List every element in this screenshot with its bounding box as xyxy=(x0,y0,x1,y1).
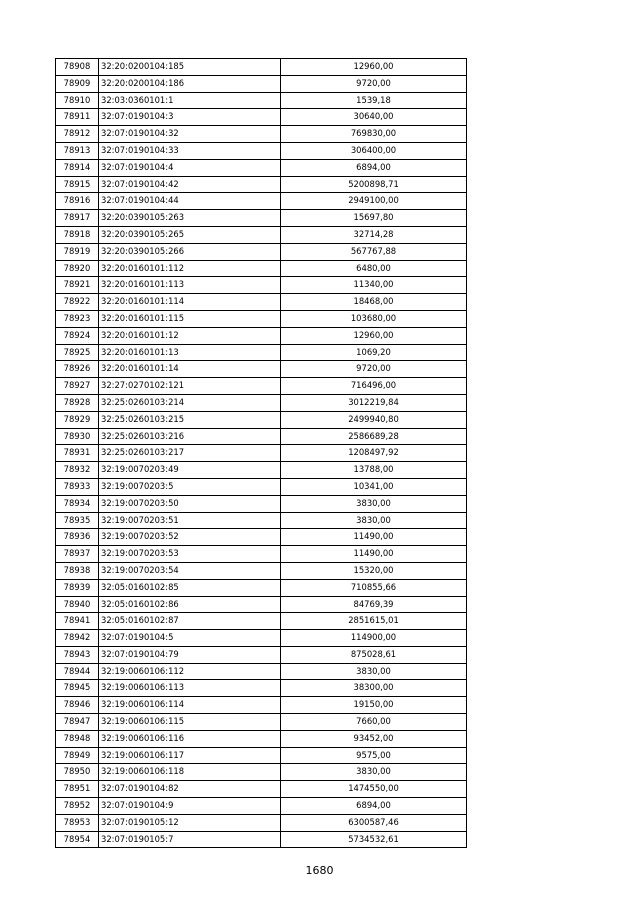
table-row xyxy=(56,680,467,697)
cadastral-number-cell: 32:27:0270102:121 xyxy=(99,378,281,395)
cadastral-number-cell: 32:07:0190105:12 xyxy=(99,814,281,831)
cadastral-value-cell: 10341,00 xyxy=(281,478,467,495)
table-row xyxy=(56,613,467,630)
cadastral-number-cell: 32:19:0070203:54 xyxy=(99,562,281,579)
row-number-cell: 78934 xyxy=(56,495,99,512)
cadastral-number-cell: 32:03:0360101:1 xyxy=(99,92,281,109)
cadastral-number-cell: 32:19:0060106:112 xyxy=(99,663,281,680)
table-row xyxy=(56,310,467,327)
row-number-cell: 78928 xyxy=(56,394,99,411)
row-number-cell: 78929 xyxy=(56,411,99,428)
table-row xyxy=(56,210,467,227)
row-number-cell: 78948 xyxy=(56,730,99,747)
cadastral-number-cell: 32:20:0200104:185 xyxy=(99,59,281,76)
table-row xyxy=(56,445,467,462)
cadastral-value-cell: 3830,00 xyxy=(281,764,467,781)
table-row xyxy=(56,512,467,529)
row-number-cell: 78922 xyxy=(56,294,99,311)
cadastral-value-cell: 114900,00 xyxy=(281,630,467,647)
row-number-cell: 78915 xyxy=(56,176,99,193)
cadastral-number-cell: 32:05:0160102:86 xyxy=(99,596,281,613)
cadastral-number-cell: 32:20:0160101:113 xyxy=(99,277,281,294)
cadastral-value-cell: 38300,00 xyxy=(281,680,467,697)
row-number-cell: 78913 xyxy=(56,142,99,159)
row-number-cell: 78936 xyxy=(56,529,99,546)
cadastral-value-cell: 11490,00 xyxy=(281,546,467,563)
cadastral-number-cell: 32:20:0160101:13 xyxy=(99,344,281,361)
cadastral-value-cell: 1069,20 xyxy=(281,344,467,361)
row-number-cell: 78914 xyxy=(56,159,99,176)
cadastral-number-cell: 32:20:0160101:115 xyxy=(99,310,281,327)
cadastral-number-cell: 32:07:0190104:33 xyxy=(99,142,281,159)
cadastral-value-cell: 9575,00 xyxy=(281,747,467,764)
cadastral-value-cell: 306400,00 xyxy=(281,142,467,159)
cadastral-number-cell: 32:19:0070203:51 xyxy=(99,512,281,529)
cadastral-number-cell: 32:19:0070203:5 xyxy=(99,478,281,495)
table-row xyxy=(56,462,467,479)
cadastral-number-cell: 32:25:0260103:216 xyxy=(99,428,281,445)
table-row xyxy=(56,226,467,243)
cadastral-number-cell: 32:19:0060106:117 xyxy=(99,747,281,764)
table-row xyxy=(56,92,467,109)
table-row xyxy=(56,243,467,260)
row-number-cell: 78926 xyxy=(56,361,99,378)
row-number-cell: 78924 xyxy=(56,327,99,344)
cadastral-value-cell: 2851615,01 xyxy=(281,613,467,630)
table-row xyxy=(56,663,467,680)
cadastral-number-cell: 32:20:0160101:14 xyxy=(99,361,281,378)
cadastral-value-cell: 32714,28 xyxy=(281,226,467,243)
cadastral-value-cell: 3012219,84 xyxy=(281,394,467,411)
cadastral-value-cell: 3830,00 xyxy=(281,495,467,512)
row-number-cell: 78940 xyxy=(56,596,99,613)
cadastral-number-cell: 32:07:0190104:79 xyxy=(99,646,281,663)
cadastral-number-cell: 32:07:0190104:32 xyxy=(99,126,281,143)
row-number-cell: 78950 xyxy=(56,764,99,781)
table-row xyxy=(56,630,467,647)
table-row xyxy=(56,411,467,428)
row-number-cell: 78916 xyxy=(56,193,99,210)
row-number-cell: 78945 xyxy=(56,680,99,697)
cadastral-number-cell: 32:07:0190104:4 xyxy=(99,159,281,176)
cadastral-value-cell: 1474550,00 xyxy=(281,781,467,798)
cadastral-value-cell: 6480,00 xyxy=(281,260,467,277)
table-row xyxy=(56,344,467,361)
cadastral-number-cell: 32:07:0190104:42 xyxy=(99,176,281,193)
cadastral-value-cell: 5734532,61 xyxy=(281,831,467,848)
table-row xyxy=(56,764,467,781)
cadastral-value-cell: 2586689,28 xyxy=(281,428,467,445)
row-number-cell: 78917 xyxy=(56,210,99,227)
cadastral-value-cell: 30640,00 xyxy=(281,109,467,126)
cadastral-value-cell: 5200898,71 xyxy=(281,176,467,193)
cadastral-value-cell: 12960,00 xyxy=(281,327,467,344)
row-number-cell: 78951 xyxy=(56,781,99,798)
row-number-cell: 78931 xyxy=(56,445,99,462)
row-number-cell: 78919 xyxy=(56,243,99,260)
cadastral-number-cell: 32:07:0190104:82 xyxy=(99,781,281,798)
table-row xyxy=(56,646,467,663)
table-row xyxy=(56,814,467,831)
row-number-cell: 78953 xyxy=(56,814,99,831)
cadastral-value-cell: 12960,00 xyxy=(281,59,467,76)
cadastral-number-cell: 32:05:0160102:85 xyxy=(99,579,281,596)
cadastral-number-cell: 32:05:0160102:87 xyxy=(99,613,281,630)
row-number-cell: 78918 xyxy=(56,226,99,243)
table-row xyxy=(56,193,467,210)
table-row xyxy=(56,260,467,277)
cadastral-value-cell: 11340,00 xyxy=(281,277,467,294)
cadastral-number-cell: 32:25:0260103:214 xyxy=(99,394,281,411)
table-row xyxy=(56,529,467,546)
cadastral-number-cell: 32:07:0190105:7 xyxy=(99,831,281,848)
table-row xyxy=(56,562,467,579)
cadastral-value-cell: 875028,61 xyxy=(281,646,467,663)
cadastral-number-cell: 32:20:0390105:265 xyxy=(99,226,281,243)
cadastral-number-cell: 32:19:0070203:50 xyxy=(99,495,281,512)
cadastral-value-cell: 15697,80 xyxy=(281,210,467,227)
row-number-cell: 78949 xyxy=(56,747,99,764)
row-number-cell: 78944 xyxy=(56,663,99,680)
row-number-cell: 78909 xyxy=(56,75,99,92)
table-row xyxy=(56,781,467,798)
cadastral-value-cell: 6300587,46 xyxy=(281,814,467,831)
table-row xyxy=(56,596,467,613)
cadastral-number-cell: 32:07:0190104:5 xyxy=(99,630,281,647)
cadastral-value-cell: 13788,00 xyxy=(281,462,467,479)
cadastral-value-cell: 6894,00 xyxy=(281,798,467,815)
row-number-cell: 78942 xyxy=(56,630,99,647)
cadastral-number-cell: 32:07:0190104:44 xyxy=(99,193,281,210)
row-number-cell: 78910 xyxy=(56,92,99,109)
table-row xyxy=(56,277,467,294)
row-number-cell: 78946 xyxy=(56,697,99,714)
row-number-cell: 78923 xyxy=(56,310,99,327)
table-row xyxy=(56,697,467,714)
row-number-cell: 78921 xyxy=(56,277,99,294)
cadastral-value-cell: 567767,88 xyxy=(281,243,467,260)
row-number-cell: 78932 xyxy=(56,462,99,479)
table-body xyxy=(56,59,467,848)
table-row xyxy=(56,714,467,731)
cadastral-number-cell: 32:20:0390105:266 xyxy=(99,243,281,260)
cadastral-value-cell: 11490,00 xyxy=(281,529,467,546)
cadastral-value-cell: 2949100,00 xyxy=(281,193,467,210)
row-number-cell: 78937 xyxy=(56,546,99,563)
cadastral-number-cell: 32:19:0070203:52 xyxy=(99,529,281,546)
table-row xyxy=(56,159,467,176)
row-number-cell: 78927 xyxy=(56,378,99,395)
row-number-cell: 78933 xyxy=(56,478,99,495)
cadastral-value-cell: 3830,00 xyxy=(281,663,467,680)
cadastral-value-cell: 7660,00 xyxy=(281,714,467,731)
cadastral-number-cell: 32:19:0060106:115 xyxy=(99,714,281,731)
cadastral-value-cell: 769830,00 xyxy=(281,126,467,143)
table-row xyxy=(56,361,467,378)
row-number-cell: 78925 xyxy=(56,344,99,361)
table-row xyxy=(56,579,467,596)
row-number-cell: 78935 xyxy=(56,512,99,529)
cadastral-value-cell: 2499940,80 xyxy=(281,411,467,428)
cadastral-value-cell: 84769,39 xyxy=(281,596,467,613)
table-row xyxy=(56,798,467,815)
table-row xyxy=(56,294,467,311)
table-row xyxy=(56,478,467,495)
cadastral-number-cell: 32:20:0160101:114 xyxy=(99,294,281,311)
cadastral-value-cell: 9720,00 xyxy=(281,361,467,378)
cadastral-number-cell: 32:20:0160101:12 xyxy=(99,327,281,344)
page-number: 1680 xyxy=(305,864,334,877)
table-row xyxy=(56,730,467,747)
row-number-cell: 78920 xyxy=(56,260,99,277)
table-row xyxy=(56,428,467,445)
table-row xyxy=(56,75,467,92)
row-number-cell: 78938 xyxy=(56,562,99,579)
table-row xyxy=(56,495,467,512)
row-number-cell: 78911 xyxy=(56,109,99,126)
cadastral-number-cell: 32:07:0190104:3 xyxy=(99,109,281,126)
cadastral-value-cell: 15320,00 xyxy=(281,562,467,579)
table-row xyxy=(56,142,467,159)
cadastral-value-cell: 3830,00 xyxy=(281,512,467,529)
cadastral-value-cell: 93452,00 xyxy=(281,730,467,747)
cadastral-value-cell: 18468,00 xyxy=(281,294,467,311)
row-number-cell: 78939 xyxy=(56,579,99,596)
cadastral-number-cell: 32:20:0390105:263 xyxy=(99,210,281,227)
cadastral-number-cell: 32:19:0060106:118 xyxy=(99,764,281,781)
table-row xyxy=(56,109,467,126)
cadastral-value-cell: 103680,00 xyxy=(281,310,467,327)
row-number-cell: 78947 xyxy=(56,714,99,731)
cadastral-number-cell: 32:19:0060106:113 xyxy=(99,680,281,697)
cadastral-number-cell: 32:25:0260103:217 xyxy=(99,445,281,462)
table-row xyxy=(56,747,467,764)
cadastral-number-cell: 32:20:0200104:186 xyxy=(99,75,281,92)
row-number-cell: 78912 xyxy=(56,126,99,143)
cadastral-number-cell: 32:19:0060106:114 xyxy=(99,697,281,714)
row-number-cell: 78943 xyxy=(56,646,99,663)
cadastral-number-cell: 32:07:0190104:9 xyxy=(99,798,281,815)
row-number-cell: 78930 xyxy=(56,428,99,445)
cadastral-value-cell: 1539,18 xyxy=(281,92,467,109)
table-row xyxy=(56,327,467,344)
table-row xyxy=(56,546,467,563)
table-row xyxy=(56,176,467,193)
cadastral-number-cell: 32:19:0070203:53 xyxy=(99,546,281,563)
table-row xyxy=(56,378,467,395)
table-row xyxy=(56,126,467,143)
row-number-cell: 78941 xyxy=(56,613,99,630)
table-row xyxy=(56,831,467,848)
cadastral-number-cell: 32:19:0070203:49 xyxy=(99,462,281,479)
cadastral-number-cell: 32:20:0160101:112 xyxy=(99,260,281,277)
table-row xyxy=(56,394,467,411)
cadastral-value-cell: 9720,00 xyxy=(281,75,467,92)
table-row xyxy=(56,59,467,76)
cadastral-value-cell: 716496,00 xyxy=(281,378,467,395)
cadastral-value-table xyxy=(55,58,467,848)
row-number-cell: 78952 xyxy=(56,798,99,815)
cadastral-value-cell: 710855,66 xyxy=(281,579,467,596)
cadastral-value-cell: 1208497,92 xyxy=(281,445,467,462)
cadastral-number-cell: 32:19:0060106:116 xyxy=(99,730,281,747)
cadastral-value-cell: 19150,00 xyxy=(281,697,467,714)
row-number-cell: 78954 xyxy=(56,831,99,848)
row-number-cell: 78908 xyxy=(56,59,99,76)
cadastral-number-cell: 32:25:0260103:215 xyxy=(99,411,281,428)
cadastral-value-cell: 6894,00 xyxy=(281,159,467,176)
